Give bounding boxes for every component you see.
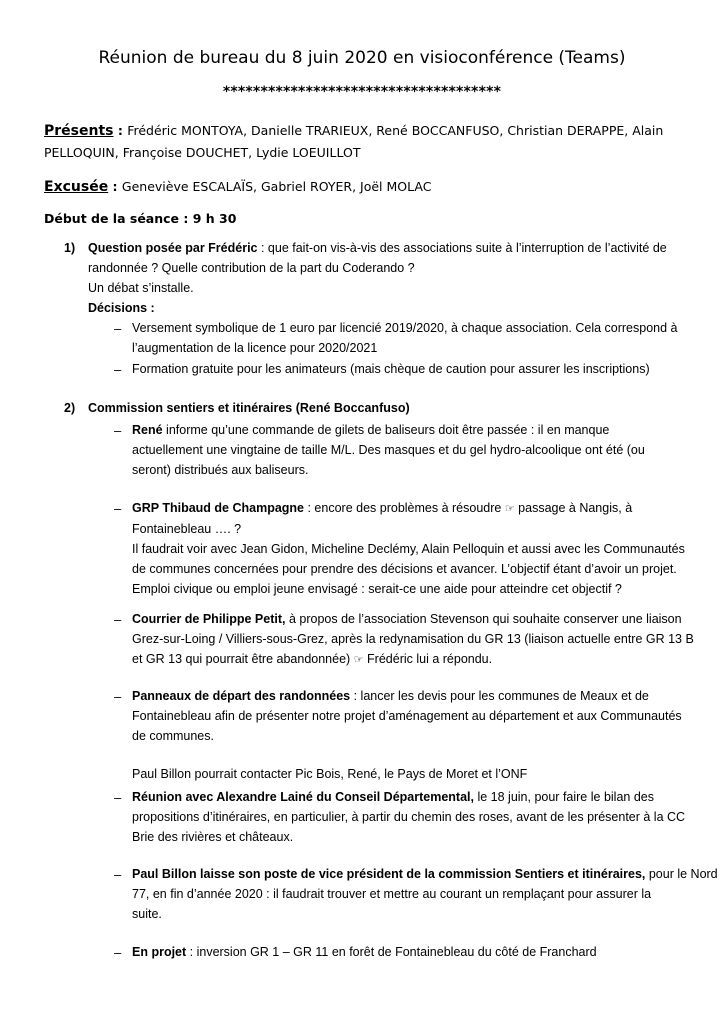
- decision-2-line1: Formation gratuite pour les animateurs (mais chèque de caution pour assurer les inscriptions): [132, 362, 650, 376]
- section-1-question: [88, 238, 688, 318]
- decision-1-line1: Versement symbolique de 1 euro par licencié 2019/2020, à chaque association. Cela correspond à: [132, 321, 678, 335]
- item-reunion-bold: Réunion avec Alexandre Lainé du Conseil Départemental,: [132, 790, 474, 804]
- item-rene-line3: seront) distribués aux baliseurs.: [132, 463, 309, 477]
- item-courrier-line2: Grez-sur-Loing / Villiers-sous-Grez, après la redynamisation du GR 13 (liaison actuelle entre GR 13 B: [132, 632, 694, 646]
- item-reunion: [132, 787, 702, 847]
- bullet-dash: –: [114, 790, 122, 805]
- bullet-dash: –: [114, 689, 122, 704]
- item-courrier: [132, 609, 702, 670]
- presents-colon: :: [113, 123, 128, 138]
- bullet-dash: –: [114, 362, 122, 377]
- item-panneaux-bold: Panneaux de départ des randonnées: [132, 689, 351, 703]
- item-grp-bold: GRP Thibaud de Champagne: [132, 501, 305, 515]
- item-panneaux-line4: Paul Billon pourrait contacter Pic Bois, René, le Pays de Moret et l’ONF: [132, 767, 528, 781]
- bullet-dash: –: [114, 321, 122, 336]
- item-grp-line4: de communes concernées pour prendre des décisions et avancer. L’objectif étant d’avoir un projet.: [132, 562, 677, 576]
- item-courrier-line3b: Frédéric lui a répondu.: [363, 652, 493, 666]
- item-grp: [132, 498, 692, 599]
- bullet-dash: –: [114, 612, 122, 627]
- item-panneaux: [132, 686, 702, 784]
- bullet-dash: –: [114, 501, 122, 516]
- item-courrier-bold: Courrier de Philippe Petit,: [132, 612, 286, 626]
- pointing-hand-icon: ☞: [504, 503, 515, 515]
- item-grp-line1b: passage à Nangis, à: [514, 501, 633, 515]
- presents-line2: PELLOQUIN, Françoise DOUCHET, Lydie LOEUILLOT: [44, 145, 361, 160]
- item-projet-bold: En projet: [132, 945, 187, 959]
- debat-text: Un débat s’installe.: [88, 281, 194, 295]
- presents-block: [44, 120, 684, 164]
- presents-line1: Frédéric MONTOYA, Danielle TRARIEUX, René BOCCANFUSO, Christian DERAPPE, Alain: [127, 123, 664, 138]
- excuses-text: Geneviève ESCALAÏS, Gabriel ROYER, Joël MOLAC: [121, 179, 432, 194]
- bullet-dash: –: [114, 867, 122, 882]
- section-2-title: [88, 398, 688, 418]
- pointing-hand-icon: ☞: [353, 654, 364, 666]
- item-paul-bold: Paul Billon laisse son poste de vice président de la commission Sentiers et itinéraires,: [132, 867, 646, 881]
- section-2-title-text: Commission sentiers et itinéraires (René Boccanfuso): [88, 401, 410, 415]
- item-courrier-line1: à propos de l’association Stevenson qui souhaite conserver une liaison: [285, 612, 682, 626]
- item-reunion-line2: propositions d’itinéraires, en particulier, à partir du chemin des roses, avant de les présenter à la CC: [132, 810, 686, 824]
- bullet-dash: –: [114, 945, 122, 960]
- item-grp-line1a: : encore des problèmes à résoudre: [304, 501, 505, 515]
- debut-seance: Début de la séance : 9 h 30: [44, 211, 237, 226]
- item-projet: [132, 942, 702, 962]
- item-panneaux-line3: de communes.: [132, 729, 214, 743]
- excuses-label: Excusée: [44, 179, 109, 195]
- item-paul-line1: pour le Nord: [645, 867, 718, 881]
- question-text-1: : que fait-on vis-à-vis des associations suite à l’interruption de l’activité de: [257, 241, 667, 255]
- separator-stars: *************************************: [222, 84, 502, 100]
- presents-label: Présents: [44, 123, 114, 139]
- decision-item-1: [132, 318, 692, 358]
- item-courrier-line3a: et GR 13 qui pourrait être abandonnée): [132, 652, 354, 666]
- item-panneaux-line1: : lancer les devis pour les communes de Meaux et de: [350, 689, 649, 703]
- bullet-dash: –: [114, 423, 122, 438]
- item-grp-line3: Il faudrait voir avec Jean Gidon, Micheline Declémy, Alain Pelloquin et aussi avec les Communautés: [132, 542, 685, 556]
- decisions-label: Décisions :: [88, 301, 155, 315]
- question-text-2: randonnée ? Quelle contribution de la part du Coderando ?: [88, 261, 415, 275]
- section-2-number: 2): [64, 401, 76, 415]
- item-reunion-line3: Brie des rivières et châteaux.: [132, 830, 294, 844]
- excuses-colon: :: [108, 179, 122, 194]
- section-1-number: 1): [64, 241, 76, 255]
- item-projet-line1: : inversion GR 1 – GR 11 en forêt de Fontainebleau du côté de Franchard: [186, 945, 597, 959]
- item-grp-line2: Fontainebleau …. ?: [132, 522, 242, 536]
- page-title: Réunion de bureau du 8 juin 2020 en visioconférence (Teams): [98, 48, 626, 68]
- item-rene-line2: actuellement une vingtaine de taille M/L. Des masques et du gel hydro-alcoolique ont été (ou: [132, 443, 645, 457]
- item-paul-line2: 77, en fin d’année 2020 : il faudrait trouver et mettre au courant un remplaçant pour assurer la: [132, 887, 652, 901]
- decision-item-2: [132, 359, 692, 379]
- item-paul-line3: suite.: [132, 907, 162, 921]
- item-grp-line5: Emploi civique ou emploi jeune envisagé : serait-ce une aide pour atteindre cet objectif ?: [132, 582, 622, 596]
- decision-1-line2: l’augmentation de la licence pour 2020/2021: [132, 341, 378, 355]
- item-reunion-line1: le 18 juin, pour faire le bilan des: [474, 790, 654, 804]
- item-paul: [132, 864, 718, 924]
- item-rene: [132, 420, 692, 480]
- item-panneaux-line2: Fontainebleau afin de présenter notre projet d’aménagement au département et aux Communautés: [132, 709, 682, 723]
- excuses-block: [44, 176, 684, 198]
- item-rene-line1: informe qu’une commande de gilets de baliseurs doit être passée : il en manque: [162, 423, 610, 437]
- question-label: Question posée par Frédéric: [88, 241, 258, 255]
- item-rene-bold: René: [132, 423, 163, 437]
